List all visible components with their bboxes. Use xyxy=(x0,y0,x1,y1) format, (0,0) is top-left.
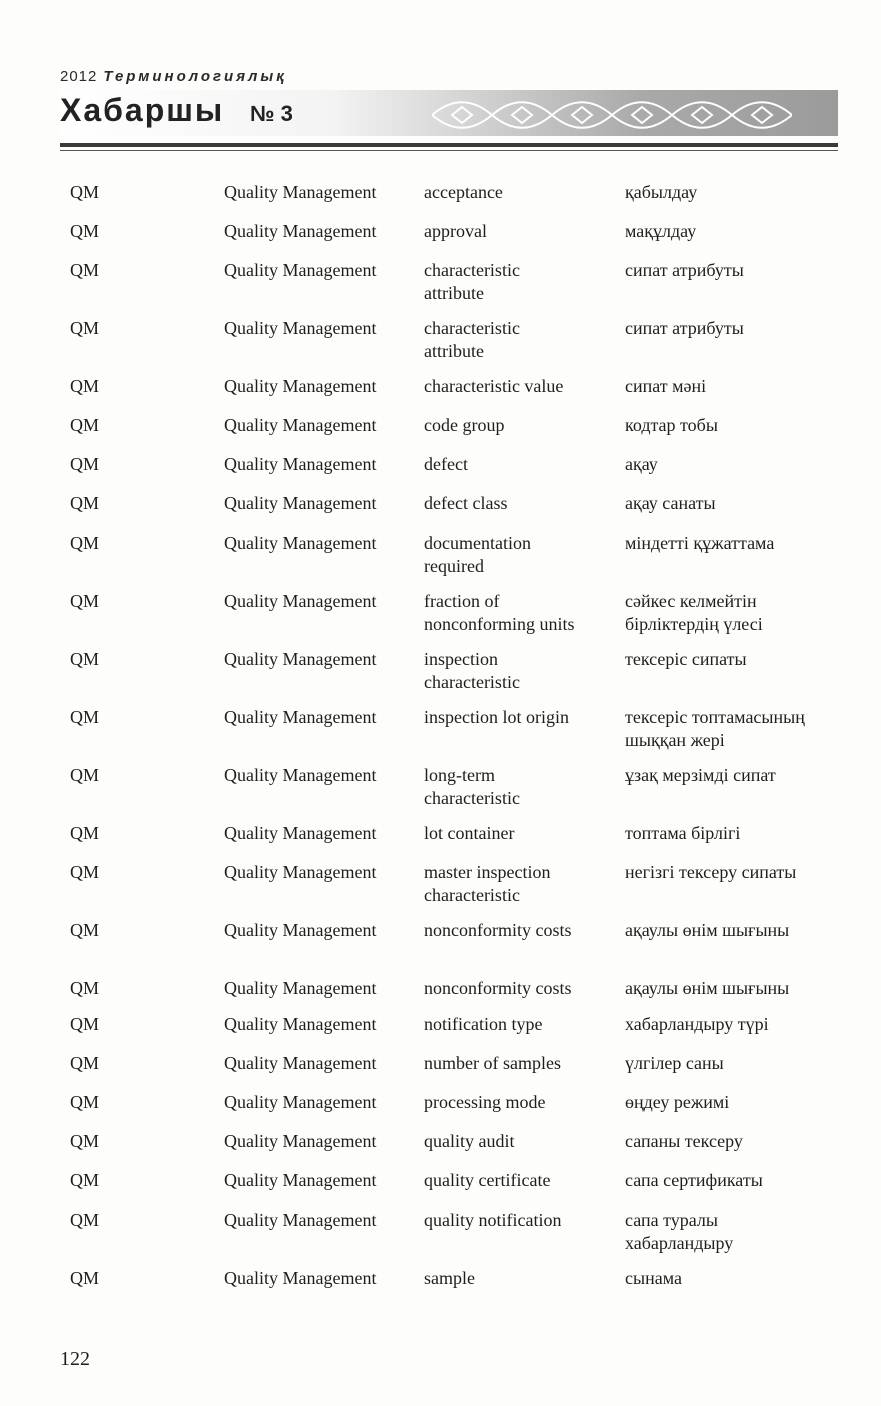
term-english: code group xyxy=(424,415,505,435)
term-english: documentation required xyxy=(424,533,531,576)
term-english: fraction of nonconforming units xyxy=(424,591,575,634)
term-english: characteristic attribute xyxy=(424,260,520,303)
term-kazakh: мақұлдау xyxy=(625,221,697,241)
term-english: long-term characteristic xyxy=(424,765,520,808)
term-english: inspection lot origin xyxy=(424,707,569,727)
module-code: QM xyxy=(70,1210,100,1230)
module-code: QM xyxy=(70,1170,100,1190)
module-code: QM xyxy=(70,823,100,843)
module-name: Quality Management xyxy=(224,862,377,882)
term-english: approval xyxy=(424,221,487,241)
term-kazakh: сипат мәні xyxy=(625,376,707,396)
module-name: Quality Management xyxy=(224,182,377,202)
term-english: master inspection characteristic xyxy=(424,862,551,905)
module-name: Quality Management xyxy=(224,493,377,513)
term-kazakh: сипат атрибуты xyxy=(625,260,744,280)
module-name: Quality Management xyxy=(224,376,377,396)
module-code: QM xyxy=(70,318,100,338)
module-name: Quality Management xyxy=(224,649,377,669)
table-row xyxy=(0,706,881,756)
table-row xyxy=(0,648,881,698)
module-code: QM xyxy=(70,978,100,998)
term-english: defect xyxy=(424,454,468,474)
table-row xyxy=(0,317,881,367)
table-row xyxy=(0,532,881,582)
module-code: QM xyxy=(70,707,100,727)
module-code: QM xyxy=(70,591,100,611)
module-name: Quality Management xyxy=(224,1210,377,1230)
module-name: Quality Management xyxy=(224,415,377,435)
term-kazakh: ақау xyxy=(625,454,658,474)
page-header xyxy=(0,0,881,160)
term-english: quality audit xyxy=(424,1131,515,1151)
module-name: Quality Management xyxy=(224,260,377,280)
module-name: Quality Management xyxy=(224,1170,377,1190)
term-kazakh: топтама бірлігі xyxy=(625,823,741,843)
term-kazakh: ақаулы өнім шығыны xyxy=(625,978,790,998)
module-code: QM xyxy=(70,533,100,553)
table-row xyxy=(0,764,881,814)
term-kazakh: кодтар тобы xyxy=(625,415,718,435)
page-number: 122 xyxy=(60,1348,90,1370)
module-name: Quality Management xyxy=(224,533,377,553)
term-kazakh: хабарландыру түрі xyxy=(625,1014,769,1034)
term-english: quality certificate xyxy=(424,1170,551,1190)
module-code: QM xyxy=(70,862,100,882)
module-code: QM xyxy=(70,1092,100,1112)
module-code: QM xyxy=(70,221,100,241)
term-kazakh: қабылдау xyxy=(625,182,698,202)
module-code: QM xyxy=(70,649,100,669)
table-row xyxy=(0,919,881,969)
term-kazakh: міндетті құжаттама xyxy=(625,533,775,553)
module-name: Quality Management xyxy=(224,454,377,474)
term-kazakh: ақау санаты xyxy=(625,493,716,513)
table-row xyxy=(0,1267,881,1317)
module-code: QM xyxy=(70,1131,100,1151)
module-name: Quality Management xyxy=(224,920,377,940)
module-code: QM xyxy=(70,1053,100,1073)
term-kazakh: сипат атрибуты xyxy=(625,318,744,338)
issue-number: № 3 xyxy=(250,101,293,126)
journal-year: 2012 xyxy=(60,68,98,85)
ornament-pattern xyxy=(432,96,792,134)
module-name: Quality Management xyxy=(224,765,377,785)
journal-line xyxy=(60,68,287,85)
header-rule-thick xyxy=(60,143,838,147)
term-kazakh: сапаны тексеру xyxy=(625,1131,743,1151)
module-code: QM xyxy=(70,765,100,785)
module-name: Quality Management xyxy=(224,1092,377,1112)
term-english: nonconformity costs xyxy=(424,978,572,998)
journal-word: Терминологиялық xyxy=(103,68,287,85)
term-kazakh: тексеріс сипаты xyxy=(625,649,747,669)
module-code: QM xyxy=(70,260,100,280)
module-code: QM xyxy=(70,493,100,513)
term-english: sample xyxy=(424,1268,475,1288)
module-code: QM xyxy=(70,182,100,202)
table-row xyxy=(0,590,881,640)
term-kazakh: ұзақ мерзімді сипат xyxy=(625,765,776,785)
table-row xyxy=(0,259,881,309)
term-english: defect class xyxy=(424,493,508,513)
term-english: processing mode xyxy=(424,1092,546,1112)
term-kazakh: сапа туралы хабарландыру xyxy=(625,1210,734,1253)
module-name: Quality Management xyxy=(224,1131,377,1151)
term-kazakh: тексеріс топтамасының шыққан жері xyxy=(625,707,805,750)
module-code: QM xyxy=(70,454,100,474)
term-english: inspection characteristic xyxy=(424,649,520,692)
term-kazakh: ақаулы өнім шығыны xyxy=(625,920,790,940)
term-english: notification type xyxy=(424,1014,543,1034)
term-english: characteristic attribute xyxy=(424,318,520,361)
module-code: QM xyxy=(70,1268,100,1288)
module-name: Quality Management xyxy=(224,1053,377,1073)
module-code: QM xyxy=(70,415,100,435)
term-english: nonconformity costs xyxy=(424,920,572,940)
term-english: lot container xyxy=(424,823,515,843)
header-rule-thin xyxy=(60,150,838,151)
module-code: QM xyxy=(70,1014,100,1034)
term-kazakh: сапа сертификаты xyxy=(625,1170,763,1190)
module-name: Quality Management xyxy=(224,707,377,727)
masthead-title: Хабаршы xyxy=(60,92,225,128)
term-kazakh: сәйкес келмейтін бірліктердің үлесі xyxy=(625,591,763,634)
module-name: Quality Management xyxy=(224,1268,377,1288)
module-name: Quality Management xyxy=(224,1014,377,1034)
table-row xyxy=(0,1209,881,1259)
module-name: Quality Management xyxy=(224,591,377,611)
term-english: characteristic value xyxy=(424,376,564,396)
term-english: number of samples xyxy=(424,1053,561,1073)
term-kazakh: сынама xyxy=(625,1268,682,1288)
term-english: acceptance xyxy=(424,182,503,202)
module-name: Quality Management xyxy=(224,823,377,843)
term-kazakh: үлгілер саны xyxy=(625,1053,724,1073)
module-name: Quality Management xyxy=(224,318,377,338)
table-row xyxy=(0,861,881,911)
module-code: QM xyxy=(70,376,100,396)
term-kazakh: негізгі тексеру сипаты xyxy=(625,862,797,882)
module-code: QM xyxy=(70,920,100,940)
module-name: Quality Management xyxy=(224,221,377,241)
term-english: quality notification xyxy=(424,1210,562,1230)
term-kazakh: өңдеу режимі xyxy=(625,1092,730,1112)
module-name: Quality Management xyxy=(224,978,377,998)
